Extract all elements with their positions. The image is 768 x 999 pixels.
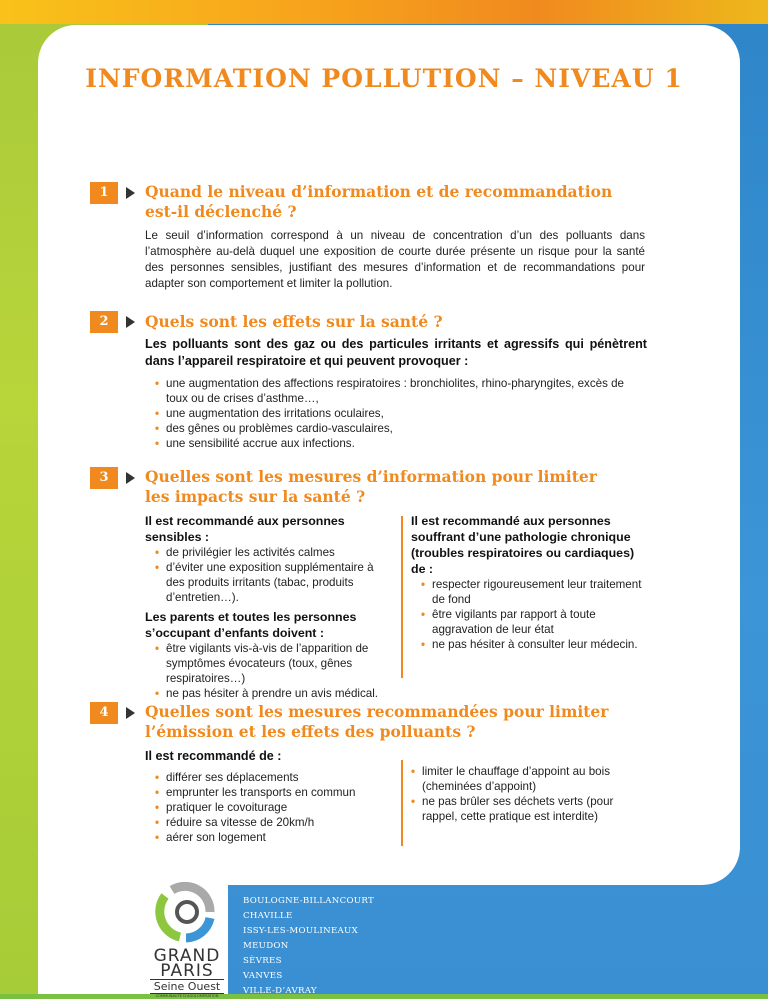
- list-item: • une sensibilité accrue aux infections.: [155, 436, 645, 451]
- background-top-band: [0, 0, 768, 24]
- city-item: ISSY-LES-MOULINEAUX: [243, 926, 358, 936]
- section-4-heading: [145, 702, 665, 742]
- list-item: • une augmentation des irritations oculaires,: [155, 406, 645, 421]
- list-item: • différer ses déplacements: [155, 770, 395, 785]
- list-item: • d’éviter une exposition supplémentaire à des produits irritants (tabac, produits d’entretien…).: [155, 560, 390, 605]
- list-item: • de privilégier les activités calmes: [155, 545, 390, 560]
- heading-line: Quand le niveau d’information et de recommandation: [145, 182, 613, 201]
- list-item: • ne pas hésiter à consulter leur médecin.: [421, 637, 647, 652]
- column-heading: Il est recommandé aux personnes souffrant d’une pathologie chronique (troubles respiratoires ou cardiaques) de :: [411, 514, 635, 576]
- city-item: BOULOGNE-BILLANCOURT: [243, 896, 374, 906]
- section-number-3: 3: [90, 467, 118, 489]
- logo-mark-icon: [150, 882, 224, 944]
- section-2-heading: [145, 312, 665, 332]
- section-3-heading: [145, 467, 665, 507]
- list-item: • ne pas hésiter à prendre un avis médical.: [155, 686, 390, 701]
- logo-grand: GRAND: [153, 946, 221, 966]
- list-item: • réduire sa vitesse de 20km/h: [155, 815, 395, 830]
- heading-line: Quels sont les effets sur la santé ?: [145, 312, 443, 331]
- column-heading: Il est recommandé aux personnes sensibles :: [145, 514, 345, 544]
- heading-line: Quelles sont les mesures recommandées pour limiter: [145, 702, 609, 721]
- section-3-list-3: [421, 577, 647, 652]
- section-3-left-column: [145, 513, 390, 701]
- logo-caption: COMMUNAUTÉ D’AGGLOMÉRATION: [155, 994, 219, 998]
- section-3-list-2: [155, 641, 390, 701]
- city-list: [243, 894, 374, 999]
- heading-line: Quelles sont les mesures d’information pour limiter: [145, 467, 597, 486]
- section-3-list-1: [155, 545, 390, 605]
- arrow-icon: [126, 472, 135, 484]
- city-item: VILLE-D’AVRAY: [243, 986, 317, 996]
- list-item: • des gênes ou problèmes cardio-vasculaires,: [155, 421, 645, 436]
- section-number-2: 2: [90, 311, 118, 333]
- list-item: • ne pas brûler ses déchets verts (pour rappel, cette pratique est interdite): [411, 794, 641, 824]
- heading-line: l’émission et les effets des polluants ?: [145, 722, 476, 741]
- section-1-text: Le seuil d’information correspond à un niveau de concentration d’un des polluants dans l’atmosphère au-delà duquel une exposition de courte durée présente un risque pour la santé des personnes sensibles, justifiant des mesures d’information et de recommandations pour adapter son comportement et limiter la pollution.: [145, 229, 645, 290]
- column-divider: [401, 760, 403, 846]
- city-item: SÈVRES: [243, 956, 282, 966]
- city-item: CHAVILLE: [243, 911, 293, 921]
- section-number-1: 1: [90, 182, 118, 204]
- arrow-icon: [126, 707, 135, 719]
- list-item: • aérer son logement: [155, 830, 395, 845]
- city-item: MEUDON: [243, 941, 289, 951]
- list-item: • être vigilants par rapport à toute aggravation de leur état: [421, 607, 647, 637]
- list-item: • respecter rigoureusement leur traitement de fond: [421, 577, 647, 607]
- section-3-right-column: [411, 513, 647, 652]
- logo: [150, 882, 224, 998]
- list-item: • être vigilants vis-à-vis de l’apparition de symptômes évocateurs (toux, gênes respiratoires…): [155, 641, 390, 686]
- heading-line: est-il déclenché ?: [145, 202, 297, 221]
- section-4-lead: Il est recommandé de :: [145, 749, 282, 763]
- arrow-icon: [126, 187, 135, 199]
- arrow-icon: [126, 316, 135, 328]
- page-title: INFORMATION POLLUTION – NIVEAU 1: [85, 64, 683, 93]
- heading-line: les impacts sur la santé ?: [145, 487, 366, 506]
- section-1-heading: [145, 182, 665, 222]
- section-2-list: [155, 376, 645, 451]
- list-item: • pratiquer le covoiturage: [155, 800, 395, 815]
- column-heading: Les parents et toutes les personnes s’occupant d’enfants doivent :: [145, 610, 357, 640]
- column-divider: [401, 516, 403, 678]
- section-number-4: 4: [90, 702, 118, 724]
- section-2-lead: Les polluants sont des gaz ou des particules irritants et agressifs qui pénètrent dans l’appareil respiratoire et qui peuvent provoquer :: [145, 337, 647, 368]
- list-item: • une augmentation des affections respiratoires : bronchiolites, rhino-pharyngites, excès de toux ou de crises d’asthme…,: [155, 376, 645, 406]
- section-4-list-right: [411, 764, 641, 824]
- list-item: • emprunter les transports en commun: [155, 785, 395, 800]
- logo-paris: PARIS: [160, 961, 214, 981]
- city-item: VANVES: [243, 971, 283, 981]
- list-item: • limiter le chauffage d’appoint au bois (cheminées d’appoint): [411, 764, 641, 794]
- logo-seine-ouest: Seine Ouest: [150, 979, 224, 994]
- section-4-list-left: [155, 770, 395, 845]
